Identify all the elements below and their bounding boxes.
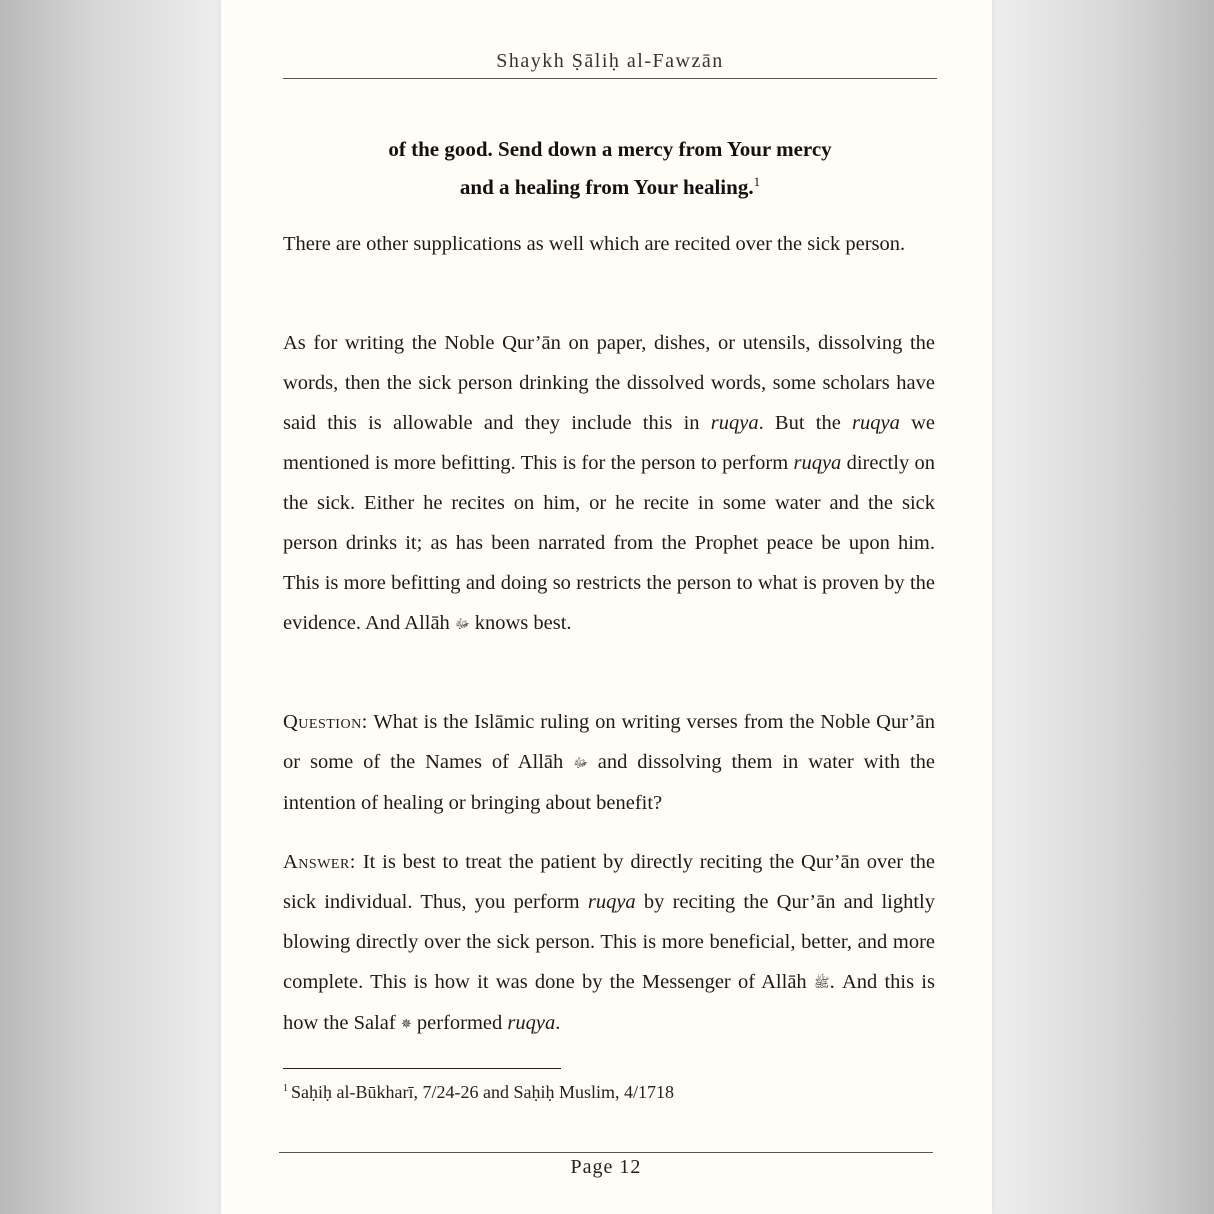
footnote-reference[interactable]: 1 xyxy=(753,174,761,189)
honorific-glyph: ✵ xyxy=(400,1016,412,1031)
supplication-line-2 xyxy=(283,168,937,206)
ruqya-term: ruqya xyxy=(710,412,759,434)
footnote-text: Saḥiḥ al-Būkharī, 7/24-26 and Saḥiḥ Muslim, 4/1718 xyxy=(291,1082,674,1102)
answer-paragraph xyxy=(283,842,935,1044)
honorific-glyph: ﷻ xyxy=(454,616,470,631)
footnote-number: 1 xyxy=(283,1083,288,1094)
running-head: Shaykh Ṣāliḥ al-Fawzān xyxy=(496,50,724,72)
paragraph-writing-quran xyxy=(283,323,935,644)
answer-text: by reciting the Qur’ān and lightly blowing directly over the sick person. This is more beneficial, better, and more complete. This is how it was done by the Messenger of Allāh xyxy=(283,891,936,993)
header-rule xyxy=(283,78,937,79)
ruqya-term: ruqya xyxy=(507,1012,556,1034)
ruqya-term: ruqya xyxy=(852,412,900,434)
answer-text: . And this is how the Salaf xyxy=(283,971,935,1034)
question-paragraph xyxy=(283,702,935,823)
paragraph-text: directly on the sick. Either he recites on him, or he recite in some water and the sick person drinks it; as has been narrated from the Prophet peace be upon him. This is more befitting and doing so restricts the person to what is proven by the evidence. And Allāh xyxy=(283,452,935,634)
footnote xyxy=(283,1082,674,1103)
ruqya-term: ruqya xyxy=(587,891,636,913)
question-label: Question: xyxy=(283,711,368,733)
question-text: and dissolving them in water with the intention of healing or bringing about benefit? xyxy=(283,751,936,814)
paragraph-text: . But the xyxy=(758,412,853,434)
paragraph-other-supplications: There are other supplications as well which are recited over the sick person. xyxy=(283,233,906,255)
paragraph-text: As for writing the Noble Qur’ān on paper, dishes, or utensils, dissolving the words, then the sick person drinking the dissolved words, some scholars have said this is allowable and they include this in xyxy=(283,332,935,434)
answer-label: Answer: xyxy=(283,851,356,873)
paragraph-text: knows best. xyxy=(469,612,572,634)
honorific-glyph: ﷻ xyxy=(573,755,588,770)
question-text: What is the Islāmic ruling on writing verses from the Noble Qur’ān or some of the Names of Allāh xyxy=(283,711,935,773)
page-number: Page 12 xyxy=(570,1156,642,1178)
book-page xyxy=(221,0,992,1214)
supplication-line-1: of the good. Send down a mercy from Your mercy xyxy=(388,137,832,161)
paragraph-text: we mentioned is more befitting. This is for the person to perform xyxy=(283,412,935,474)
footnote-rule xyxy=(283,1068,561,1069)
honorific-glyph: ﷺ xyxy=(813,975,830,990)
supplication-block xyxy=(283,130,937,206)
footer-rule xyxy=(279,1152,933,1153)
supplication-line-2-text: and a healing from Your healing. xyxy=(459,175,754,199)
answer-text: . xyxy=(555,1012,561,1034)
ruqya-term: ruqya xyxy=(793,452,842,474)
answer-text: performed xyxy=(411,1012,508,1034)
answer-text: It is best to treat the patient by directly reciting the Qur’ān over the sick individual. Thus, you perform xyxy=(283,851,935,913)
